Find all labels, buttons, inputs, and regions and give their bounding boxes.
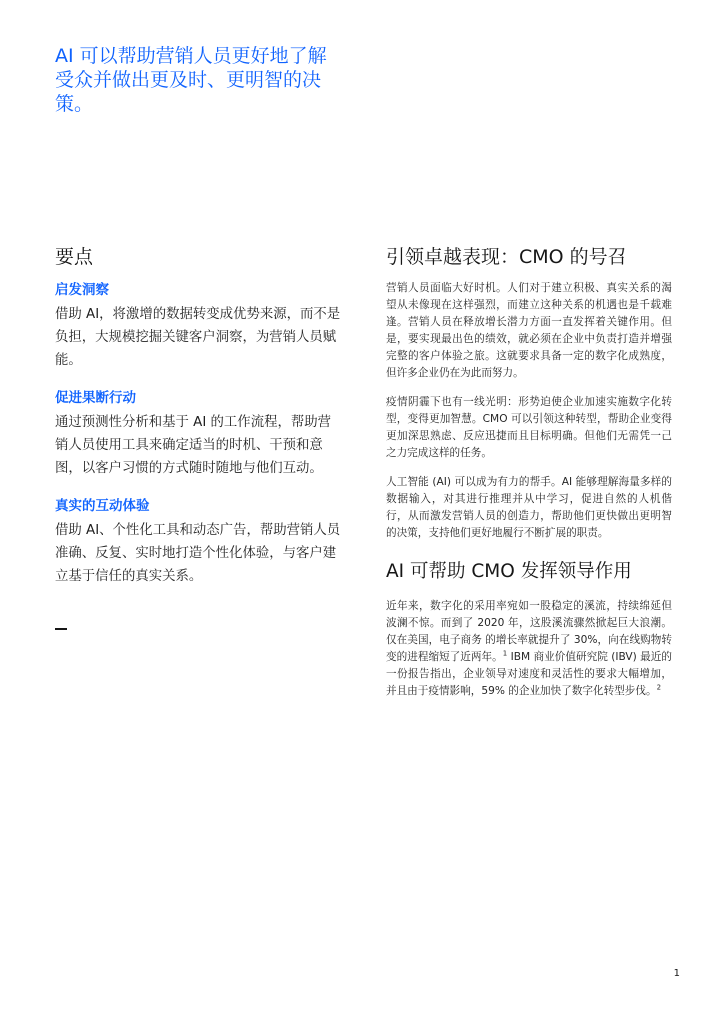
key-points-column [55, 244, 341, 630]
footnote-ref: 1 [502, 649, 508, 658]
key-point-item [55, 280, 341, 372]
key-point-body: 借助 AI、个性化工具和动态广告，帮助营销人员准确、反复、实时地打造个性化体验，与客户建立基于信任的真实关系。 [55, 523, 341, 584]
key-point-body: 借助 AI，将激增的数据转变成优势来源，而不是负担，大规模挖掘关键客户洞察，为营销人员赋能。 [55, 307, 341, 368]
section-title-cmo-call: 引领卓越表现：CMO 的号召 [386, 246, 627, 268]
section-title-ai-helps-cmo: AI 可帮助 CMO 发挥领导作用 [386, 561, 632, 582]
body-paragraph: 营销人员面临大好时机。人们对于建立积极、真实关系的渴望从未像现在这样强烈，而建立这种关系的机遇也是千载难逢。营销人员在释放增长潜力方面一直发挥着关键作用。但是，要实现最出色的绩效，就必须在企业中负责打造并增强完整的客户体验之旅。这就要求具备一定的数字化成熟度，但许多企业仍在为此而努力。 [386, 282, 672, 379]
key-point-item [55, 388, 341, 480]
footnote-ref: 2 [656, 683, 662, 692]
body-paragraph: 疫情阴霾下也有一线光明：形势迫使企业加速实施数字化转型，变得更加智慧。CMO 可以引领这种转型，帮助企业变得更加深思熟虑、反应迅捷而且目标明确。但他们无需凭一己之力完成这样的任务。 [386, 396, 672, 459]
paragraph-text: IBM 商业价值研究院 (IBV) 最近的一份报告指出，企业领导对速度和灵活性的要求大幅增加，并且由于疫情影响，59% 的企业加快了数字化转型步伐。 [386, 651, 672, 697]
body-paragraph [386, 598, 672, 700]
divider-dash [55, 628, 67, 630]
page-headline: AI 可以帮助营销人员更好地了解受众并做出更及时、更明智的决策。 [55, 45, 327, 115]
key-point-body: 通过预测性分析和基于 AI 的工作流程，帮助营销人员使用工具来确定适当的时机、干预和意图，以客户习惯的方式随时随地与他们互动。 [55, 415, 332, 476]
page-number: 1 [673, 968, 680, 979]
key-point-heading: 启发洞察 [55, 282, 109, 298]
key-point-heading: 促进果断行动 [55, 390, 136, 406]
body-paragraph: 人工智能 (AI) 可以成为有力的帮手。AI 能够理解海量多样的数据输入，对其进行推理并从中学习，促进自然的人机偕行，从而激发营销人员的创造力，帮助他们更快做出更明智的决策，支持他们更好地履行不断扩展的职责。 [386, 476, 672, 539]
key-point-item [55, 496, 341, 588]
key-points-title: 要点 [55, 246, 94, 268]
main-text-column [386, 244, 672, 712]
key-point-heading: 真实的互动体验 [55, 498, 150, 514]
paragraph-text: 近年来，数字化的采用率宛如一股稳定的溪流，持续绵延但波澜不惊。而到了 2020 年，这股溪流骤然掀起巨大浪潮。仅在美国，电子商务 的增长率就提升了 30%，向在线购物转变的进程缩短了近两年。 [386, 600, 672, 663]
